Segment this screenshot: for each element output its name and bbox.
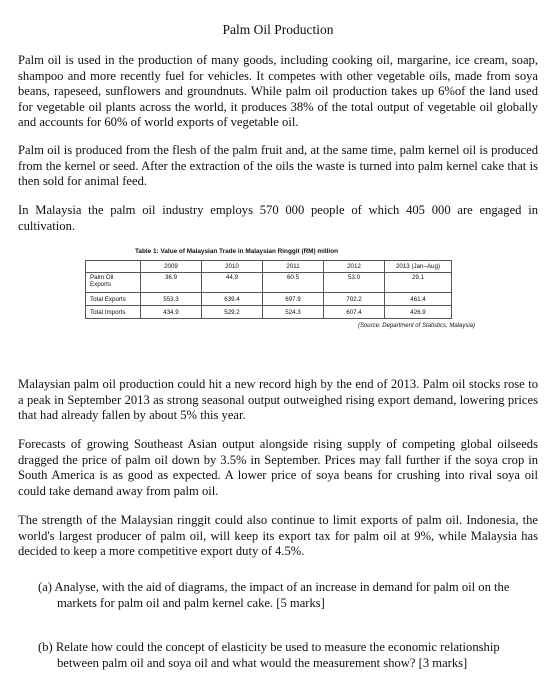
table-row-label: Total Exports [86,293,141,306]
table-row-label: Palm Oil Exports [86,273,141,293]
table-cell: 607.4 [324,306,385,319]
table-header-cell: 2010 [202,261,263,273]
table-row [86,306,452,319]
table-header-cell: 2009 [141,261,202,273]
table-cell: 36.9 [141,273,202,293]
paragraph-forecasts: Forecasts of growing Southeast Asian output alongside rising supply of competing global oilseeds dragged the price of palm oil down by 3.5% in September. Prices may fall further if the soya crop in South America is as good as expected. A lower price of soya beans for crushing into rival soya oil could take demand away from palm oil. [18,437,538,498]
table-cell: 426.9 [385,306,452,319]
table-cell: 60.5 [263,273,324,293]
table-cell: 702.2 [324,293,385,306]
table-row-label: Total Imports [86,306,141,319]
table-row [86,273,452,293]
question-b: (b) Relate how could the concept of elasticity be used to measure the economic relationship between palm oil and soya oil and what would the measurement show? [3 marks] [38,640,500,670]
table-cell: 461.4 [385,293,452,306]
paragraph-employment: In Malaysia the palm oil industry employs 570 000 people of which 405 000 are engaged in cultivation. [18,203,538,233]
paragraph-production-record: Malaysian palm oil production could hit a new record high by the end of 2013. Palm oil stocks rose to a peak in September 2013 as strong seasonal output outweighed rising export demand, lowering prices that had already fallen by about 5% this year. [18,377,538,422]
table-cell: 639.4 [202,293,263,306]
question-a: (a) Analyse, with the aid of diagrams, the impact of an increase in demand for palm oil on the markets for palm oil and palm kernel cake. [5 marks] [38,580,510,610]
document-title: Palm Oil Production [222,22,334,37]
table-header-cell: 2011 [263,261,324,273]
table-row [86,293,452,306]
table-cell: 697.9 [263,293,324,306]
table-cell: 524.3 [263,306,324,319]
table-header-cell: 2012 [324,261,385,273]
table-cell: 29.1 [385,273,452,293]
table-cell: 529.2 [202,306,263,319]
table-caption: Table 1: Value of Malaysian Trade in Malaysian Ringgit (RM) million [135,248,339,255]
table-header-row [86,261,452,273]
table-cell: 44.9 [202,273,263,293]
table-cell: 53.0 [324,273,385,293]
table-cell: 553.3 [141,293,202,306]
table-source: (Source: Department of Statistics, Malaysia) [357,323,475,329]
table-header-cell: 2013 (Jan–Aug) [385,261,452,273]
paragraph-palm-oil-uses: Palm oil is used in the production of many goods, including cooking oil, margarine, ice cream, soap, shampoo and more recently fuel for vehicles. It competes with other vegetable oils, made from soya beans, rapeseed, sunflowers and groundnuts. While palm oil production takes up 6%of the land used for vegetable oil plants across the world, it produces 38% of the total output of vegetable oil globally and accounts for 60% of world exports of vegetable oil. [18,53,538,129]
table-header-cell [86,261,141,273]
trade-table [85,260,452,319]
table-cell: 434.9 [141,306,202,319]
paragraph-palm-kernel: Palm oil is produced from the flesh of the palm fruit and, at the same time, palm kernel oil is produced from the kernel or seed. After the extraction of the oils the waste is turned into palm kernel cake that is then sold for animal feed. [18,143,538,188]
paragraph-ringgit: The strength of the Malaysian ringgit could also continue to limit exports of palm oil. Indonesia, the world's largest producer of palm oil, will keep its export tax for palm oil at 9%, while Malaysia has decided to keep a more competitive export duty of 4.5%. [18,513,538,558]
trade-table-figure [75,248,485,329]
